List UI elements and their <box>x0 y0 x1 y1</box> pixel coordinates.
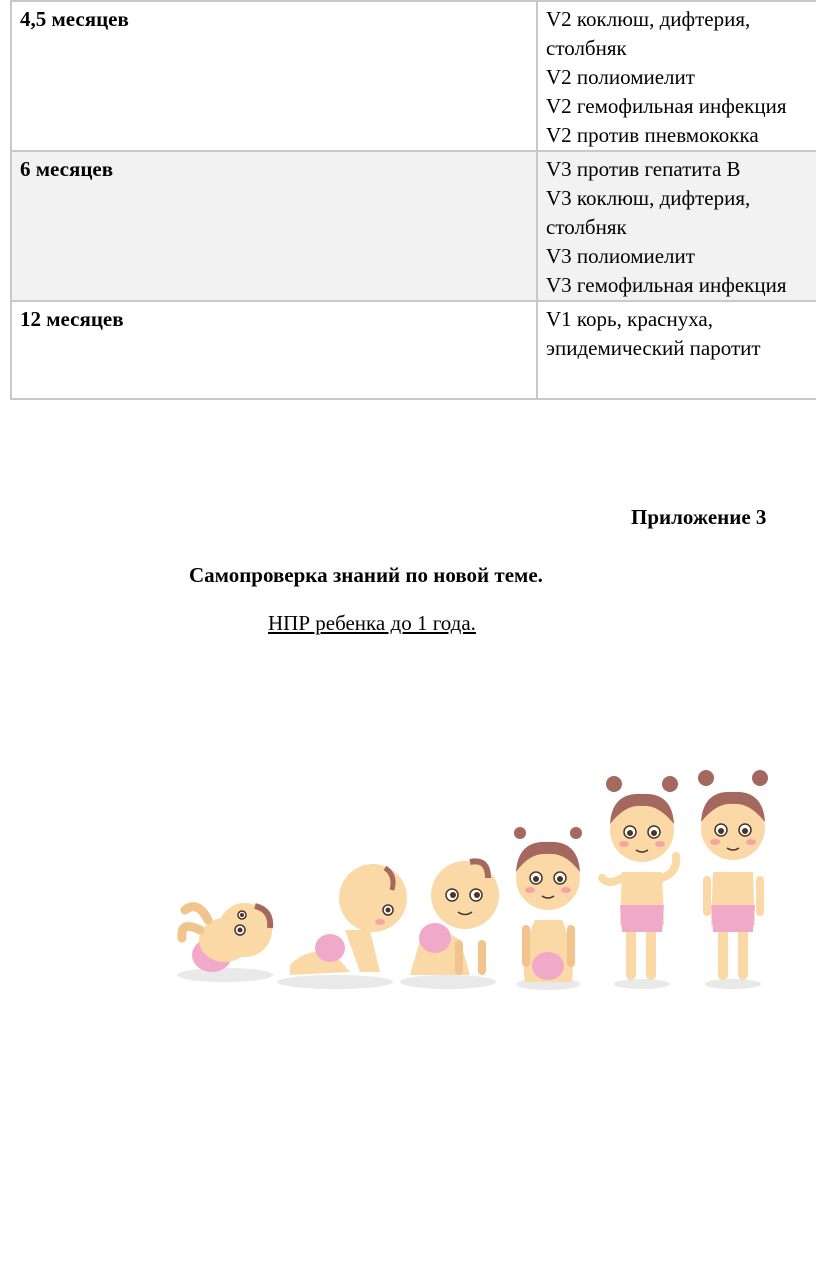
vaccines-cell <box>537 301 816 399</box>
table-row <box>11 1 816 151</box>
table-row <box>11 301 816 399</box>
page-heading: Самопроверка знаний по новой теме. <box>189 563 543 587</box>
vaccine-item: V2 полиомиелит <box>546 65 695 89</box>
vaccine-item: V1 корь, краснуха, эпидемический паротит <box>546 307 761 360</box>
page-subtitle: НПР ребенка до 1 года. <box>268 611 476 635</box>
age-cell: 6 месяцев <box>11 151 537 301</box>
vaccine-item: V2 гемофильная инфекция <box>546 94 787 118</box>
standing-baby-image <box>698 770 768 989</box>
tummy-baby-image <box>277 864 407 989</box>
vaccines-cell <box>537 1 816 151</box>
vaccine-item: V2 против пневмококка <box>546 123 759 147</box>
crawling-baby-image <box>400 861 499 989</box>
standing-baby-waving-image <box>602 776 678 989</box>
vaccine-item: V3 полиомиелит <box>546 244 695 268</box>
sitting-baby-image <box>514 827 582 990</box>
vaccination-schedule-table <box>10 0 816 400</box>
vaccine-item: V3 гемофильная инфекция <box>546 273 787 297</box>
age-cell: 4,5 месяцев <box>11 1 537 151</box>
vaccine-item: V3 против гепатита В <box>546 157 741 181</box>
lying-baby-image <box>177 903 273 982</box>
baby-development-illustration <box>170 760 770 1000</box>
vaccine-item: V2 коклюш, дифтерия, столбняк <box>546 7 751 60</box>
vaccine-item: V3 коклюш, дифтерия, столбняк <box>546 186 751 239</box>
vaccines-cell <box>537 151 816 301</box>
appendix-label: Приложение 3 <box>631 505 767 529</box>
age-cell: 12 месяцев <box>11 301 537 399</box>
table-row <box>11 151 816 301</box>
